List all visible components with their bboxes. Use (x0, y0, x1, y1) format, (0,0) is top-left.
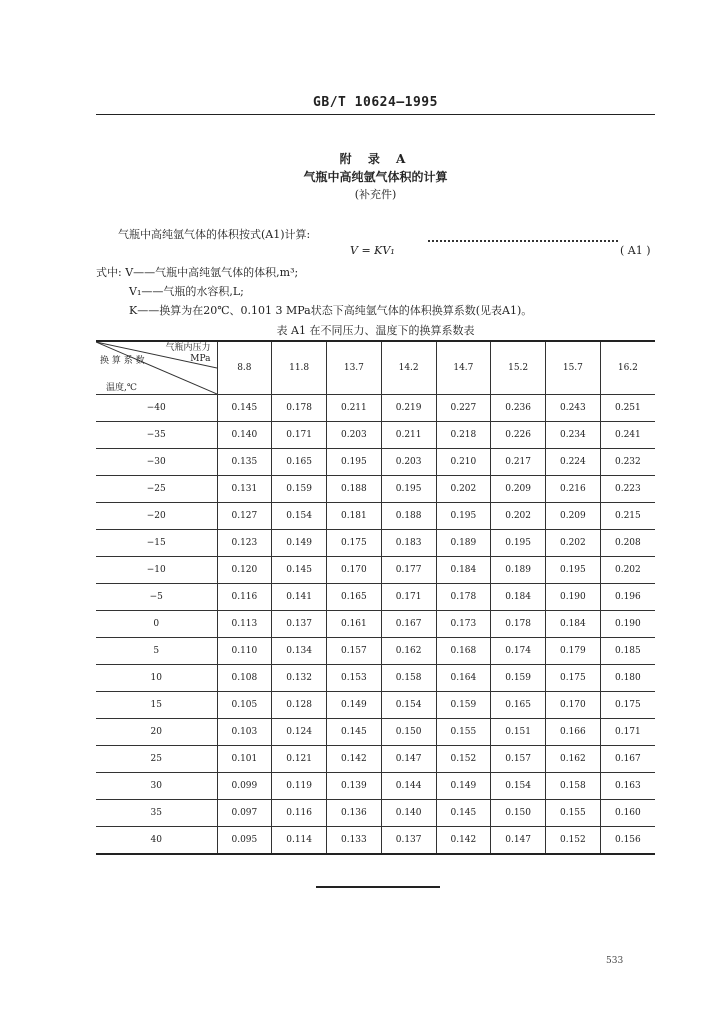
coefficient-cell: 0.184 (546, 611, 601, 638)
coefficient-cell: 0.217 (491, 449, 546, 476)
coefficient-cell: 0.137 (272, 611, 327, 638)
coefficient-cell: 0.243 (546, 395, 601, 422)
pressure-header: 14.2 (381, 341, 436, 395)
coefficient-cell: 0.160 (600, 800, 655, 827)
coefficient-cell: 0.131 (217, 476, 272, 503)
coefficient-cell: 0.177 (381, 557, 436, 584)
formula: V = KV₁ (350, 244, 395, 257)
definition-v1: V₁——气瓶的水容积,L; (129, 285, 244, 298)
table-row (96, 692, 655, 719)
definition-k: K——换算为在20℃、0.101 3 MPa状态下高纯氩气体的体积换算系数(见表A1)。 (129, 304, 533, 317)
coefficient-cell: 0.144 (381, 773, 436, 800)
coefficient-cell: 0.175 (327, 530, 382, 557)
coefficient-cell: 0.158 (381, 665, 436, 692)
temperature-cell: 20 (96, 719, 217, 746)
temperature-cell: 30 (96, 773, 217, 800)
table-row (96, 449, 655, 476)
coefficient-cell: 0.219 (381, 395, 436, 422)
coefficient-cell: 0.157 (327, 638, 382, 665)
pressure-header: 11.8 (272, 341, 327, 395)
coefficient-cell: 0.164 (436, 665, 491, 692)
coefficient-cell: 0.181 (327, 503, 382, 530)
coefficient-cell: 0.159 (436, 692, 491, 719)
temperature-cell: −10 (96, 557, 217, 584)
coefficient-cell: 0.183 (381, 530, 436, 557)
table-row (96, 638, 655, 665)
coefficient-cell: 0.120 (217, 557, 272, 584)
coefficient-cell: 0.157 (491, 746, 546, 773)
coefficient-cell: 0.179 (546, 638, 601, 665)
table-row (96, 503, 655, 530)
temperature-cell: 40 (96, 827, 217, 855)
coefficient-cell: 0.154 (491, 773, 546, 800)
pressure-header: 16.2 (600, 341, 655, 395)
coefficient-cell: 0.127 (217, 503, 272, 530)
coefficient-cell: 0.226 (491, 422, 546, 449)
coefficient-cell: 0.184 (491, 584, 546, 611)
temperature-cell: 35 (96, 800, 217, 827)
document-header: GB/T 10624—1995 (313, 95, 438, 110)
coefficient-cell: 0.095 (217, 827, 272, 855)
coefficient-cell: 0.101 (217, 746, 272, 773)
pressure-header: 15.2 (491, 341, 546, 395)
coefficient-cell: 0.154 (272, 503, 327, 530)
coefficient-cell: 0.188 (381, 503, 436, 530)
coefficient-cell: 0.189 (491, 557, 546, 584)
coefficient-cell: 0.196 (600, 584, 655, 611)
table-row (96, 611, 655, 638)
coefficient-cell: 0.185 (600, 638, 655, 665)
pressure-header: 8.8 (217, 341, 272, 395)
coefficient-cell: 0.251 (600, 395, 655, 422)
coefficient-cell: 0.241 (600, 422, 655, 449)
coefficient-cell: 0.116 (272, 800, 327, 827)
coefficient-cell: 0.142 (327, 746, 382, 773)
coefficient-cell: 0.162 (546, 746, 601, 773)
definition-v: 式中: V——气瓶中高纯氩气体的体积,m³; (96, 266, 299, 279)
coefficient-cell: 0.175 (600, 692, 655, 719)
temperature-cell: 15 (96, 692, 217, 719)
table-row (96, 827, 655, 855)
coefficient-cell: 0.178 (491, 611, 546, 638)
temperature-cell: 5 (96, 638, 217, 665)
coefficient-cell: 0.163 (600, 773, 655, 800)
coefficient-cell: 0.147 (381, 746, 436, 773)
coefficient-cell: 0.158 (546, 773, 601, 800)
coefficient-cell: 0.202 (436, 476, 491, 503)
coefficient-cell: 0.155 (436, 719, 491, 746)
coefficient-cell: 0.140 (381, 800, 436, 827)
coefficient-cell: 0.149 (436, 773, 491, 800)
temperature-cell: −5 (96, 584, 217, 611)
coefficient-cell: 0.167 (381, 611, 436, 638)
coefficient-cell: 0.171 (381, 584, 436, 611)
coefficient-cell: 0.110 (217, 638, 272, 665)
coefficient-cell: 0.140 (217, 422, 272, 449)
intro-text: 气瓶中高纯氩气体的体积按式(A1)计算: (118, 228, 311, 241)
coefficient-cell: 0.195 (327, 449, 382, 476)
corner-pressure-text: 气瓶内压力 (165, 343, 211, 353)
coefficient-cell: 0.223 (600, 476, 655, 503)
coefficient-cell: 0.151 (491, 719, 546, 746)
coefficient-cell: 0.161 (327, 611, 382, 638)
formula-leader-dots (428, 240, 618, 242)
coefficient-cell: 0.150 (491, 800, 546, 827)
coefficient-cell: 0.108 (217, 665, 272, 692)
coefficient-cell: 0.168 (436, 638, 491, 665)
coefficient-cell: 0.203 (327, 422, 382, 449)
coefficient-cell: 0.211 (381, 422, 436, 449)
coefficient-cell: 0.202 (600, 557, 655, 584)
coefficient-cell: 0.210 (436, 449, 491, 476)
coefficient-cell: 0.099 (217, 773, 272, 800)
coefficient-cell: 0.174 (491, 638, 546, 665)
coefficient-cell: 0.141 (272, 584, 327, 611)
table-row (96, 746, 655, 773)
table-row (96, 476, 655, 503)
table-body (96, 395, 655, 855)
temperature-cell: 10 (96, 665, 217, 692)
coefficient-cell: 0.189 (436, 530, 491, 557)
coefficient-cell: 0.113 (217, 611, 272, 638)
coefficient-cell: 0.162 (381, 638, 436, 665)
coefficient-cell: 0.116 (217, 584, 272, 611)
coefficient-cell: 0.128 (272, 692, 327, 719)
coefficient-cell: 0.156 (600, 827, 655, 855)
temperature-cell: −25 (96, 476, 217, 503)
coefficient-cell: 0.124 (272, 719, 327, 746)
coefficient-cell: 0.142 (436, 827, 491, 855)
page-number: 533 (606, 956, 624, 966)
coefficient-cell: 0.195 (381, 476, 436, 503)
coefficient-cell: 0.103 (217, 719, 272, 746)
table-row (96, 719, 655, 746)
coefficient-cell: 0.170 (327, 557, 382, 584)
coefficient-cell: 0.211 (327, 395, 382, 422)
temperature-cell: −30 (96, 449, 217, 476)
coefficient-cell: 0.149 (327, 692, 382, 719)
coefficient-cell: 0.184 (436, 557, 491, 584)
temperature-cell: −20 (96, 503, 217, 530)
coefficient-cell: 0.170 (546, 692, 601, 719)
coefficient-cell: 0.165 (272, 449, 327, 476)
table-header-row (96, 341, 655, 395)
coefficient-cell: 0.166 (546, 719, 601, 746)
coefficient-cell: 0.159 (272, 476, 327, 503)
coefficient-cell: 0.137 (381, 827, 436, 855)
coefficient-cell: 0.152 (436, 746, 491, 773)
coefficient-cell: 0.232 (600, 449, 655, 476)
coefficient-cell: 0.171 (600, 719, 655, 746)
coefficient-cell: 0.147 (491, 827, 546, 855)
coefficient-cell: 0.136 (327, 800, 382, 827)
corner-temp-label: 温度,℃ (106, 383, 137, 393)
coefficient-cell: 0.215 (600, 503, 655, 530)
coefficient-cell: 0.145 (436, 800, 491, 827)
coefficient-cell: 0.097 (217, 800, 272, 827)
coefficient-cell: 0.154 (381, 692, 436, 719)
coefficient-cell: 0.153 (327, 665, 382, 692)
coefficient-cell: 0.195 (491, 530, 546, 557)
coefficient-cell: 0.145 (272, 557, 327, 584)
supplement-label: (补充件) (354, 188, 397, 201)
coefficient-cell: 0.209 (491, 476, 546, 503)
coefficient-cell: 0.145 (217, 395, 272, 422)
formula-number: ( A1 ) (620, 244, 651, 257)
table-row (96, 530, 655, 557)
corner-pressure-unit: MPa (190, 354, 211, 364)
coefficient-cell: 0.134 (272, 638, 327, 665)
coefficient-cell: 0.227 (436, 395, 491, 422)
coefficient-cell: 0.180 (600, 665, 655, 692)
coefficient-cell: 0.178 (272, 395, 327, 422)
coefficient-cell: 0.236 (491, 395, 546, 422)
coefficient-cell: 0.114 (272, 827, 327, 855)
coefficient-cell: 0.203 (381, 449, 436, 476)
table-row (96, 557, 655, 584)
table-corner-cell (96, 341, 217, 395)
coefficient-cell: 0.195 (546, 557, 601, 584)
coefficient-cell: 0.224 (546, 449, 601, 476)
coefficient-cell: 0.167 (600, 746, 655, 773)
appendix-title: 附 录 A (339, 152, 412, 166)
coefficient-cell: 0.133 (327, 827, 382, 855)
pressure-header: 13.7 (327, 341, 382, 395)
coefficient-cell: 0.216 (546, 476, 601, 503)
coefficient-cell: 0.159 (491, 665, 546, 692)
coefficient-cell: 0.190 (546, 584, 601, 611)
corner-pressure-label (165, 343, 210, 365)
coefficient-cell: 0.123 (217, 530, 272, 557)
table-caption: 表 A1 在不同压力、温度下的换算系数表 (276, 324, 475, 337)
temperature-cell: −15 (96, 530, 217, 557)
coefficient-cell: 0.171 (272, 422, 327, 449)
coefficient-cell: 0.139 (327, 773, 382, 800)
section-title: 气瓶中高纯氩气体积的计算 (303, 170, 448, 184)
table-row (96, 800, 655, 827)
pressure-header: 14.7 (436, 341, 491, 395)
coefficient-cell: 0.121 (272, 746, 327, 773)
coefficient-cell: 0.165 (327, 584, 382, 611)
coefficient-cell: 0.149 (272, 530, 327, 557)
table-row (96, 422, 655, 449)
corner-coef-label: 换 算 系 数 (100, 356, 145, 366)
coefficient-cell: 0.135 (217, 449, 272, 476)
coefficient-cell: 0.165 (491, 692, 546, 719)
temperature-cell: 25 (96, 746, 217, 773)
coefficient-cell: 0.119 (272, 773, 327, 800)
table-row (96, 665, 655, 692)
coefficient-cell: 0.155 (546, 800, 601, 827)
coefficient-cell: 0.202 (546, 530, 601, 557)
coefficient-cell: 0.178 (436, 584, 491, 611)
coefficient-cell: 0.209 (546, 503, 601, 530)
coefficient-cell: 0.234 (546, 422, 601, 449)
coefficient-cell: 0.202 (491, 503, 546, 530)
coefficient-cell: 0.145 (327, 719, 382, 746)
coefficient-cell: 0.188 (327, 476, 382, 503)
coefficient-cell: 0.218 (436, 422, 491, 449)
coefficient-cell: 0.173 (436, 611, 491, 638)
coefficient-cell: 0.152 (546, 827, 601, 855)
temperature-cell: −40 (96, 395, 217, 422)
header-rule (96, 114, 655, 115)
coefficient-cell: 0.150 (381, 719, 436, 746)
temperature-cell: −35 (96, 422, 217, 449)
coefficient-cell: 0.190 (600, 611, 655, 638)
coefficient-cell: 0.132 (272, 665, 327, 692)
conversion-table (96, 340, 655, 855)
coefficient-cell: 0.195 (436, 503, 491, 530)
end-rule (316, 886, 440, 888)
table-row (96, 584, 655, 611)
coefficient-cell: 0.208 (600, 530, 655, 557)
temperature-cell: 0 (96, 611, 217, 638)
pressure-header: 15.7 (546, 341, 601, 395)
table-row (96, 773, 655, 800)
coefficient-cell: 0.105 (217, 692, 272, 719)
table-row (96, 395, 655, 422)
coefficient-cell: 0.175 (546, 665, 601, 692)
